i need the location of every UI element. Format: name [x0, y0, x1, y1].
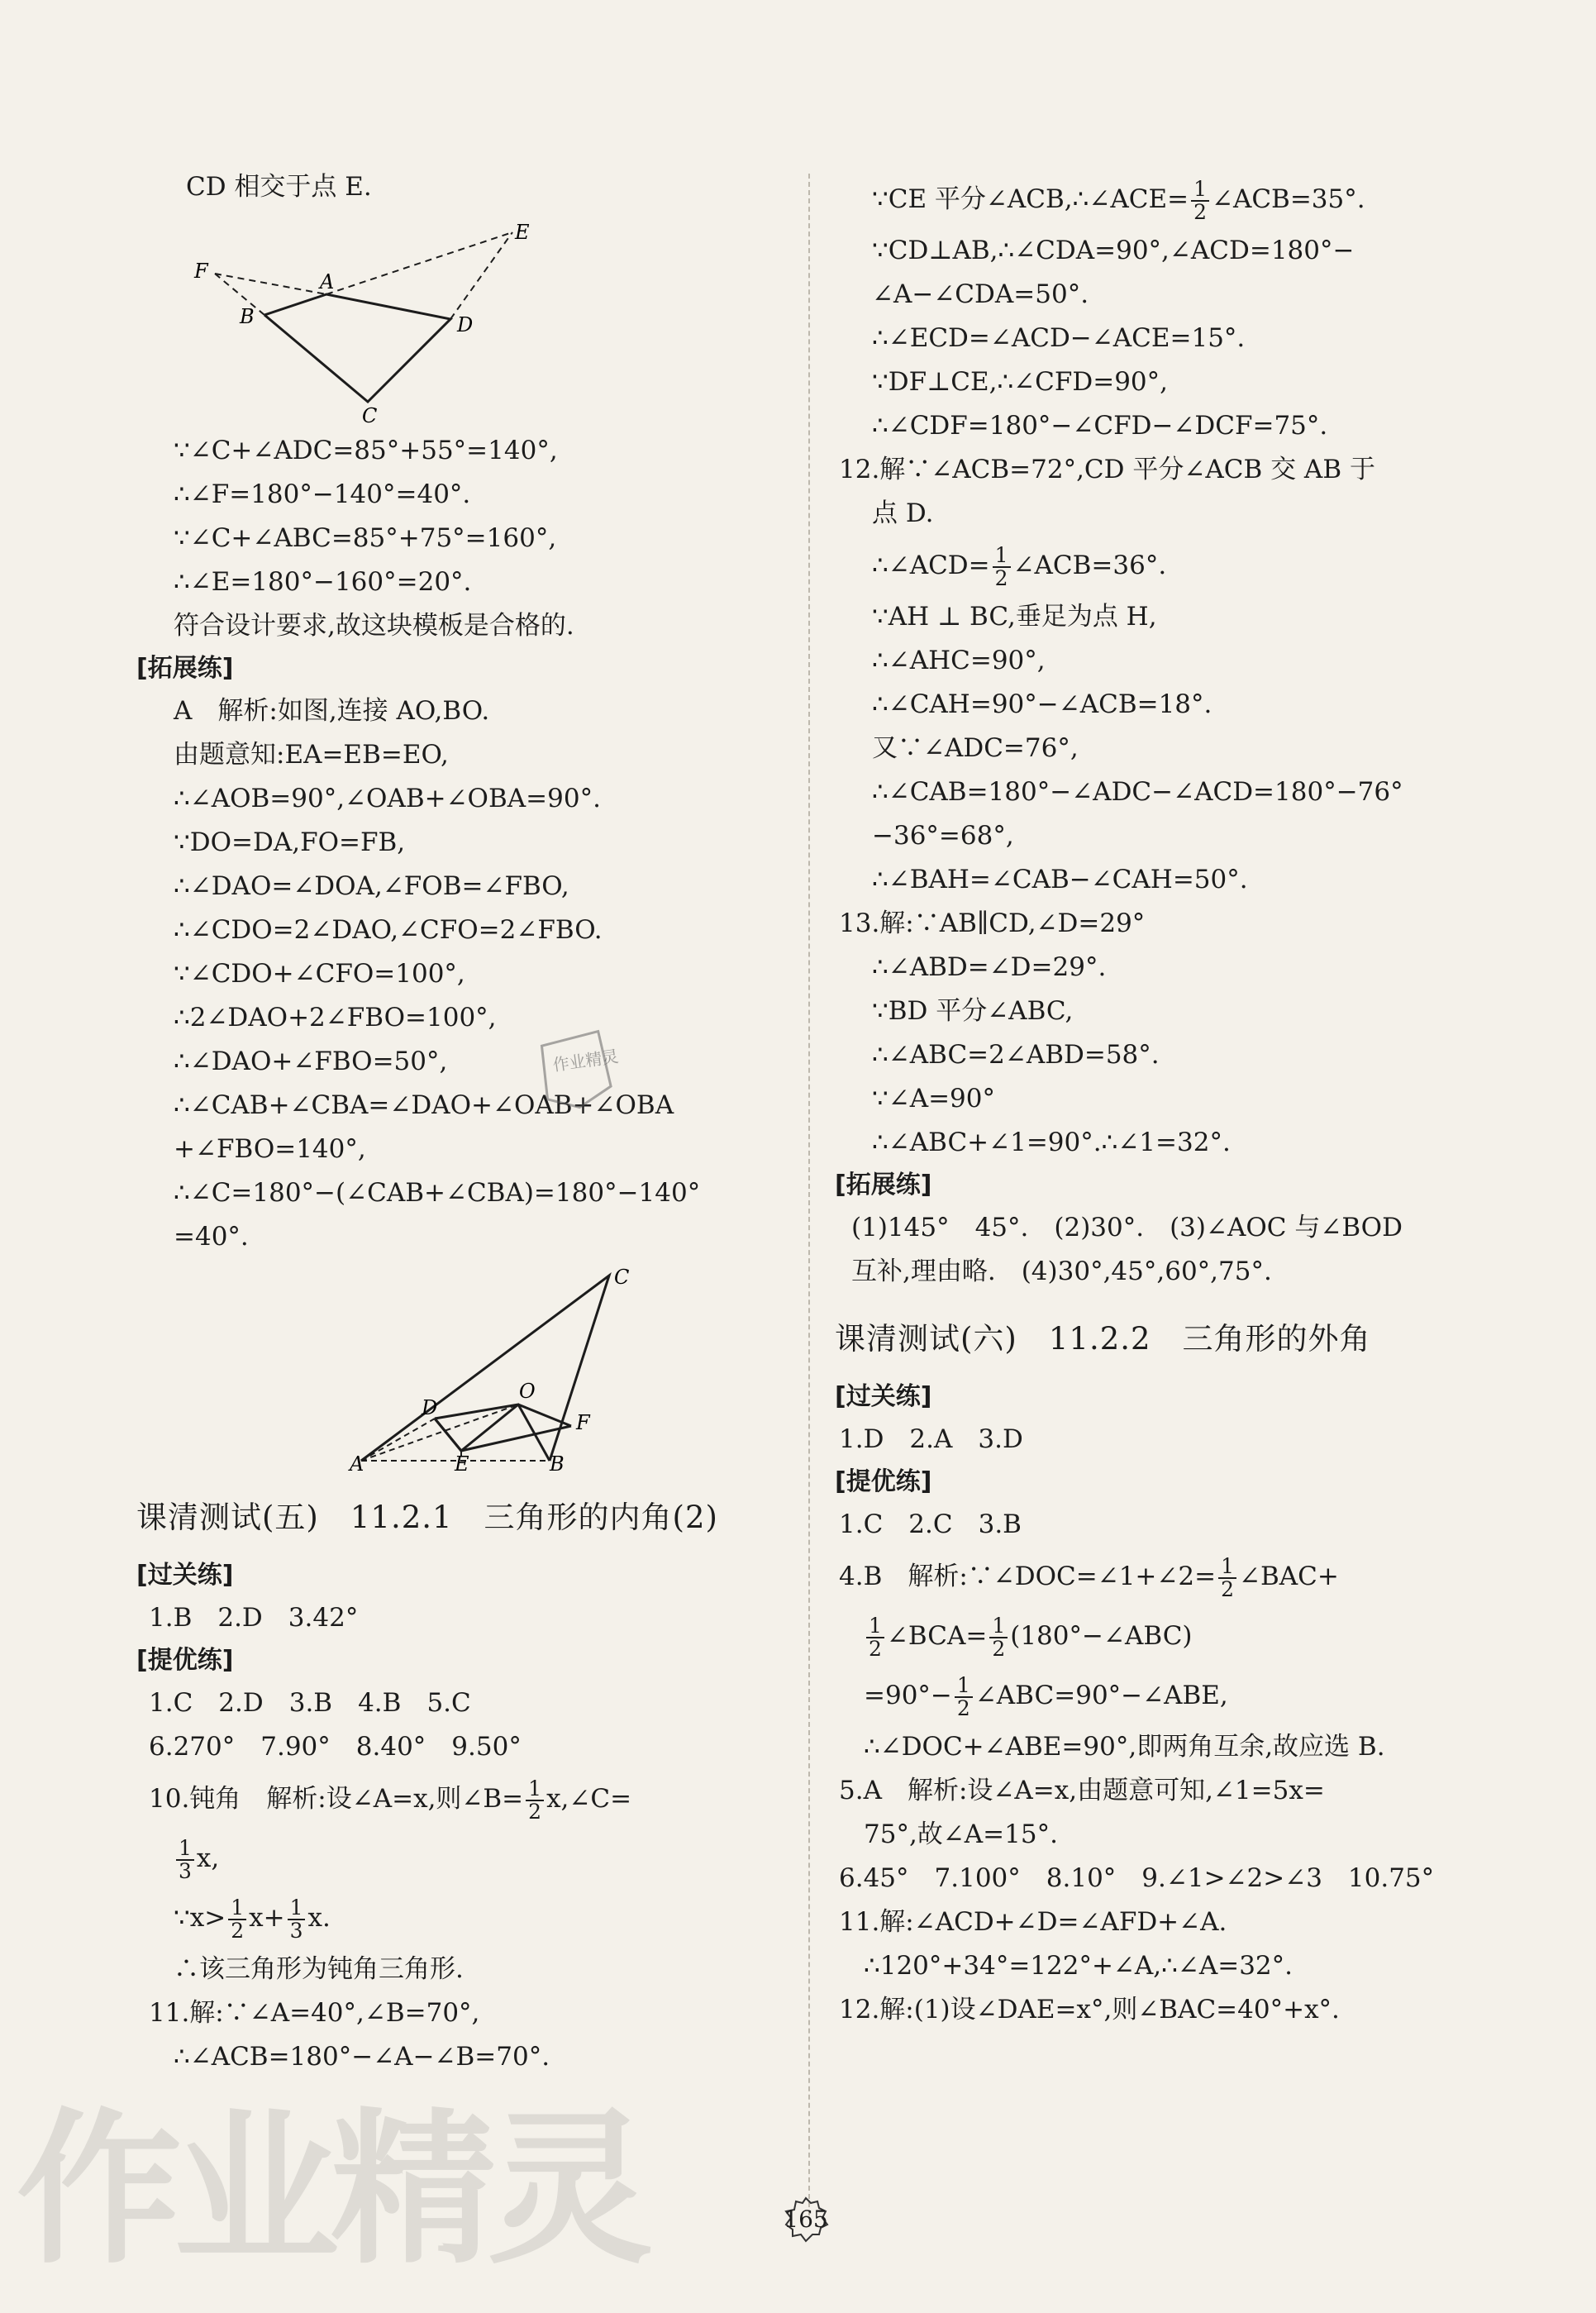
pass-tag: [过关练] — [835, 1382, 932, 1411]
page-number-text: 165 — [784, 2206, 828, 2233]
r-text: (180°−∠ABC) — [1010, 1621, 1193, 1651]
extension-tag: [拓展练] — [136, 654, 234, 683]
fraction: $\frac{1}{2}$ — [955, 1675, 973, 1719]
ext-line: ∴∠AOB=90°,∠OAB+∠OBA=90°. — [174, 784, 601, 813]
r-line: ∠A−∠CDA=50°. — [872, 279, 1089, 309]
pass-answers: 1.B 2.D 3.42° — [149, 1603, 359, 1633]
r-line: ∵BD 平分∠ABC, — [872, 996, 1074, 1026]
fig1-label-c: C — [362, 404, 378, 427]
proof-line: ∵∠C+∠ABC=85°+75°=160°, — [174, 523, 557, 553]
watermark-stamp — [523, 1019, 626, 1122]
intro-line: CD 相交于点 E. — [186, 172, 372, 202]
r-ext-line: (1)145° 45°. (2)30°. (3)∠AOC 与∠BOD — [851, 1213, 1403, 1242]
r-line: ∴∠CDF=180°−∠CFD−∠DCF=75°. — [872, 411, 1328, 441]
improve-tag: [提优练] — [835, 1467, 932, 1496]
figure-triangle-o — [136, 1266, 781, 1476]
fraction: $\frac{1}{2}$ — [1218, 1556, 1236, 1600]
r-text: ∠ABC=90°−∠ABE, — [974, 1681, 1228, 1710]
q10-text: 10.钝角 解析:设∠A=x,则∠B= — [149, 1784, 524, 1814]
fig1-label-e: E — [515, 221, 530, 244]
fraction: $\frac{1}{2}$ — [866, 1615, 884, 1660]
q11-line: 11.解:∵∠A=40°,∠B=70°, — [149, 1998, 480, 2028]
proof-line: ∵∠C+∠ADC=85°+55°=140°, — [174, 436, 558, 465]
fig1-label-d: D — [457, 313, 474, 336]
r-text: ∠ACB=36°. — [1012, 551, 1167, 580]
r-line: 点 D. — [872, 498, 934, 528]
improve-answers: 1.C 2.C 3.B — [839, 1509, 1022, 1539]
fig2-label-a: A — [350, 1452, 364, 1476]
r-text: ∠BCA= — [886, 1621, 988, 1651]
watermark-text: 作业精灵 — [17, 2094, 646, 2287]
r-line: 又∵∠ADC=76°, — [872, 733, 1079, 763]
r-line: ∴∠ABC=2∠ABD=58°. — [872, 1040, 1160, 1070]
svg-text:作业精灵: 作业精灵 — [551, 1046, 620, 1075]
ext-line: ∴∠DAO=∠DOA,∠FOB=∠FBO, — [174, 871, 569, 901]
page-number — [781, 2195, 831, 2244]
r-line: ∴∠ABD=∠D=29°. — [872, 952, 1107, 982]
q10-text: ∵x> — [174, 1903, 226, 1933]
fig2-label-d: D — [422, 1396, 438, 1419]
right-column — [835, 169, 1496, 2032]
ext-line: A 解析:如图,连接 AO,BO. — [174, 696, 490, 726]
extension-tag: [拓展练] — [835, 1171, 932, 1199]
q4-line — [835, 1547, 1496, 1606]
r-line: 6.45° 7.100° 8.10° 9.∠1>∠2>∠3 10.75° — [839, 1863, 1435, 1893]
q10-text: x+ — [249, 1903, 285, 1933]
ext-line: 由题意知:EA=EB=EO, — [174, 740, 449, 770]
fig2-label-e: E — [455, 1452, 469, 1476]
figure-quadrilateral — [136, 216, 530, 427]
r-line: ∵CD⊥AB,∴∠CDA=90°,∠ACD=180°− — [872, 236, 1355, 265]
fraction: $\frac{1}{3}$ — [288, 1897, 306, 1942]
fig1-label-a: A — [320, 270, 335, 293]
proof-line: ∴∠E=180°−160°=20°. — [174, 567, 472, 597]
improve-answers: 6.270° 7.90° 8.40° 9.50° — [149, 1732, 522, 1762]
section-title-6: 课清测试(六) 11.2.2 三角形的外角 — [835, 1321, 1371, 1357]
fig1-label-b: B — [240, 305, 255, 328]
fig2-label-c: C — [614, 1266, 630, 1289]
r-line: ∵∠A=90° — [872, 1084, 996, 1114]
fig2-label-f: F — [576, 1411, 590, 1434]
r-line: 12.解∵∠ACB=72°,CD 平分∠ACB 交 AB 于 — [839, 455, 1375, 484]
improve-tag: [提优练] — [136, 1646, 234, 1675]
r-line: 12.解:(1)设∠DAE=x°,则∠BAC=40°+x°. — [839, 1995, 1340, 2024]
r-line: 11.解:∠ACD+∠D=∠AFD+∠A. — [839, 1907, 1227, 1937]
r-line: ∴120°+34°=122°+∠A,∴∠A=32°. — [864, 1951, 1293, 1981]
r-line: ∴∠CAB=180°−∠ADC−∠ACD=180°−76° — [872, 777, 1403, 807]
r-text: ∵CE 平分∠ACB,∴∠ACE= — [872, 184, 1189, 214]
q10-line — [136, 1829, 781, 1888]
ext-line: ∵∠CDO+∠CFO=100°, — [174, 959, 465, 989]
ext-line: ∴∠CDO=2∠DAO,∠CFO=2∠FBO. — [174, 915, 603, 945]
r-line: 13.解:∵AB∥CD,∠D=29° — [839, 909, 1146, 938]
q4-line — [835, 1666, 1496, 1725]
r-line: 5.A 解析:设∠A=x,由题意可知,∠1=5x= — [839, 1776, 1325, 1805]
r-line — [835, 169, 1496, 229]
q10-text: x,∠C= — [546, 1784, 632, 1814]
r-text: 4.B 解析:∵∠DOC=∠1+∠2= — [839, 1562, 1217, 1591]
fraction: $\frac{1}{2}$ — [526, 1778, 544, 1823]
r-text: =90°− — [864, 1681, 952, 1710]
r-line: −36°=68°, — [872, 821, 1014, 851]
fraction: $\frac{1}{2}$ — [993, 545, 1011, 589]
proof-line: 符合设计要求,故这块模板是合格的. — [174, 611, 574, 641]
q11-line: ∴∠ACB=180°−∠A−∠B=70°. — [174, 2042, 550, 2072]
ext-line: +∠FBO=140°, — [174, 1134, 366, 1164]
r-line: 75°,故∠A=15°. — [864, 1819, 1058, 1849]
r-line: ∴∠ABC+∠1=90°.∴∠1=32°. — [872, 1128, 1231, 1157]
ext-line: ∵DO=DA,FO=FB, — [174, 827, 406, 857]
fig1-label-f: F — [194, 260, 208, 283]
left-column — [136, 165, 781, 2079]
r-text: ∠ACB=35°. — [1211, 184, 1365, 214]
q10-line: ∴该三角形为钝角三角形. — [174, 1954, 464, 1984]
r-line: ∵AH ⊥ BC,垂足为点 H, — [872, 602, 1157, 632]
r-line: ∴∠AHC=90°, — [872, 646, 1046, 675]
improve-answers: 1.C 2.D 3.B 4.B 5.C — [149, 1688, 471, 1718]
r-line: ∴∠BAH=∠CAB−∠CAH=50°. — [872, 865, 1248, 894]
r-text: ∴∠ACD= — [872, 551, 990, 580]
ext-line: ∴∠CAB+∠CBA=∠DAO+∠OAB+∠OBA — [174, 1090, 674, 1120]
pass-answers: 1.D 2.A 3.D — [839, 1424, 1023, 1454]
ext-line: ∴∠C=180°−(∠CAB+∠CBA)=180°−140° — [174, 1178, 701, 1208]
ext-line: =40°. — [174, 1222, 249, 1252]
q10-line — [136, 1769, 781, 1829]
r-ext-line: 互补,理由略. (4)30°,45°,60°,75°. — [851, 1257, 1272, 1286]
r-text: ∠BAC+ — [1239, 1562, 1339, 1591]
q10-text: x, — [196, 1843, 220, 1873]
ext-line: ∴∠DAO+∠FBO=50°, — [174, 1047, 448, 1076]
r-line: ∴∠CAH=90°−∠ACB=18°. — [872, 689, 1212, 719]
r-line: ∵DF⊥CE,∴∠CFD=90°, — [872, 367, 1168, 397]
q4-line — [835, 1606, 1496, 1666]
fraction: $\frac{1}{2}$ — [989, 1615, 1008, 1660]
proof-line: ∴∠F=180°−140°=40°. — [174, 479, 471, 509]
r-line: ∴∠DOC+∠ABE=90°,即两角互余,故应选 B. — [864, 1732, 1385, 1762]
r-line — [835, 536, 1496, 595]
q10-text: x. — [307, 1903, 331, 1933]
fraction: $\frac{1}{2}$ — [1191, 179, 1209, 223]
fig2-label-b: B — [550, 1452, 565, 1476]
q10-line — [136, 1888, 781, 1948]
fig2-label-o: O — [519, 1380, 536, 1403]
r-line: ∴∠ECD=∠ACD−∠ACE=15°. — [872, 323, 1246, 353]
fraction: $\frac{1}{2}$ — [228, 1897, 246, 1942]
column-divider — [808, 174, 812, 2215]
fraction: $\frac{1}{3}$ — [176, 1838, 194, 1882]
ext-line: ∴2∠DAO+2∠FBO=100°, — [174, 1003, 497, 1033]
pass-tag: [过关练] — [136, 1561, 234, 1590]
section-title-5: 课清测试(五) 11.2.1 三角形的内角(2) — [136, 1500, 718, 1535]
